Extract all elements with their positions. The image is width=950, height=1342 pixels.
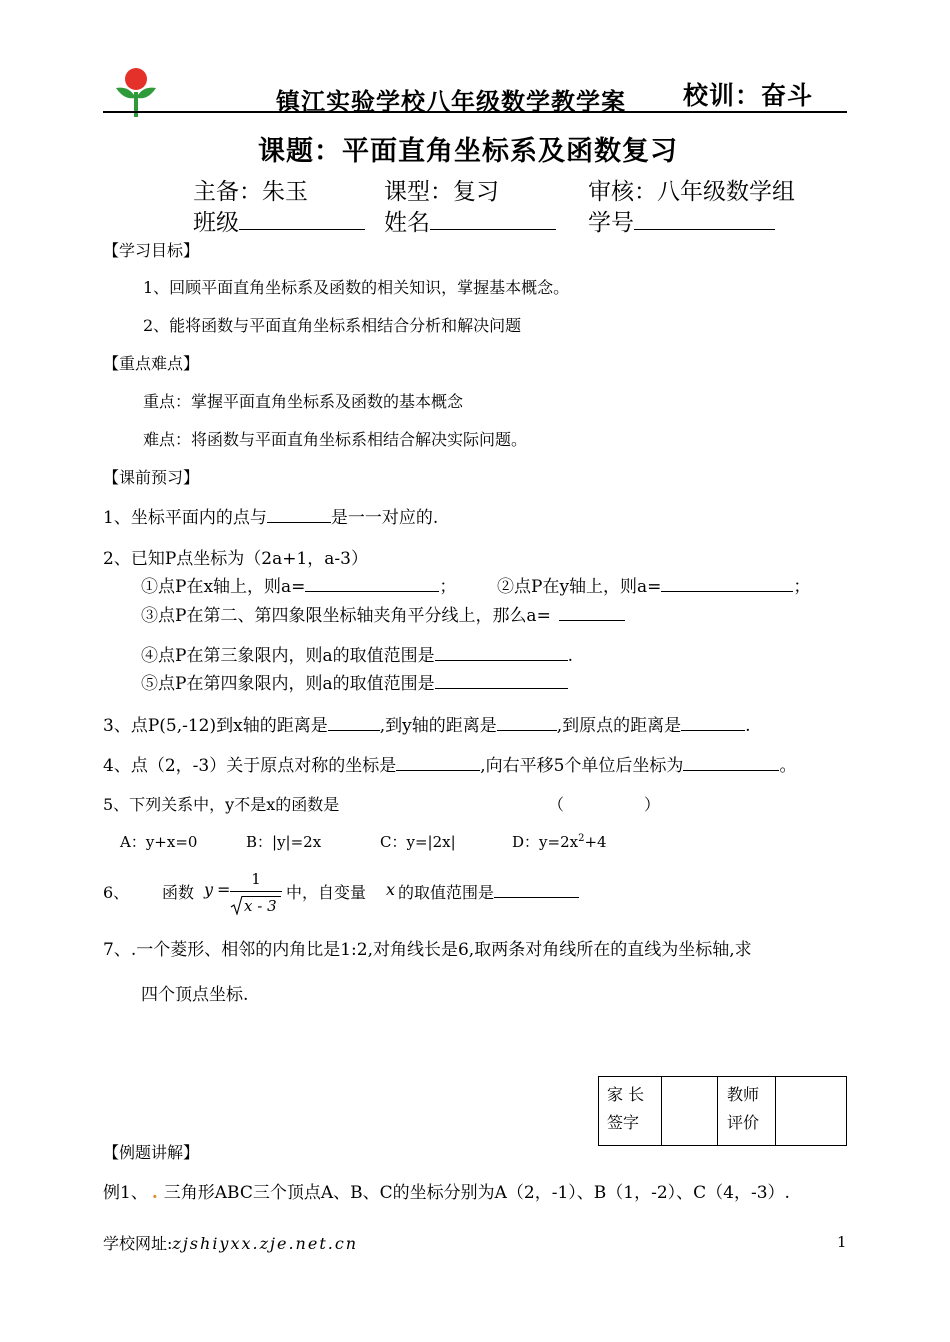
question-6-x-var: x xyxy=(386,880,396,899)
name-blank[interactable] xyxy=(430,214,556,230)
question-2-part-5-blank[interactable] xyxy=(435,673,568,689)
class-field[interactable] xyxy=(193,204,365,237)
parent-label-line-2: 签字 xyxy=(607,1113,640,1132)
preview-heading: 【课前预习】 xyxy=(103,468,200,487)
question-5-option-a[interactable]: A：y+x=0 xyxy=(120,833,198,851)
example-1-text: 三角形ABC三个顶点A、B、C的坐标分别为A（2，-1）、B（1，-2）、C（4，-3）. xyxy=(163,1183,790,1203)
examples-heading: 【例题讲解】 xyxy=(103,1143,200,1162)
goals-heading: 【学习目标】 xyxy=(103,241,200,260)
question-3-blank-origin[interactable] xyxy=(681,715,745,731)
meta-type: 课型：复习 xyxy=(384,179,499,205)
footer-website-url[interactable]: zjshiyxx.zje.net.cn xyxy=(172,1234,359,1253)
teacher-label-line-2: 评价 xyxy=(727,1113,760,1132)
name-label: 姓名 xyxy=(384,210,430,236)
question-6-number: 6、 xyxy=(103,883,130,902)
example-1-number: 例1、 xyxy=(103,1183,148,1203)
question-5-option-b[interactable]: B：|y|=2x xyxy=(246,833,322,851)
question-2-part-1-text: ①点P在x轴上，则a= xyxy=(141,577,306,597)
key-heading: 【重点难点】 xyxy=(103,354,200,373)
question-1-blank[interactable] xyxy=(267,507,331,523)
question-6-fraction xyxy=(230,870,282,918)
question-5-option-d-exponent: 2 xyxy=(578,833,585,844)
question-2-part-3 xyxy=(141,601,625,626)
fraction-bar xyxy=(230,891,282,892)
question-3 xyxy=(103,711,751,736)
question-2-part-2 xyxy=(497,572,810,597)
question-2-part-1-end: ； xyxy=(439,577,457,597)
id-label: 学号 xyxy=(588,210,634,236)
school-motto: 校训：奋斗 xyxy=(683,81,814,110)
question-6-denominator: x - 3 xyxy=(244,897,277,915)
question-6-blank[interactable] xyxy=(494,882,579,898)
question-5-option-d-tail: +4 xyxy=(584,833,607,851)
id-blank[interactable] xyxy=(634,214,775,230)
question-2: 2、已知P点坐标为（2a+1，a-3） xyxy=(103,549,368,569)
name-field[interactable] xyxy=(384,204,556,237)
question-5-option-d[interactable] xyxy=(512,831,607,852)
teacher-evaluation-cell[interactable] xyxy=(776,1077,846,1145)
question-4 xyxy=(103,751,796,776)
question-2-part-3-text: ③点P在第二、第四象限坐标轴夹角平分线上，那么a= xyxy=(141,606,551,626)
key-focus: 重点：掌握平面直角坐标系及函数的基本概念 xyxy=(143,392,464,411)
question-2-part-4-text: ④点P在第三象限内，则a的取值范围是 xyxy=(141,646,435,666)
goal-item-2: 2、能将函数与平面直角坐标系相结合分析和解决问题 xyxy=(143,316,522,335)
question-2-part-1-blank[interactable] xyxy=(305,576,439,592)
question-6-tail-text: 的取值范围是 xyxy=(398,883,495,902)
question-6-numerator: 1 xyxy=(251,870,261,888)
teacher-label-line-1: 教师 xyxy=(727,1085,760,1104)
class-label: 班级 xyxy=(193,210,239,236)
goal-item-1: 1、回顾平面直角坐标系及函数的相关知识，掌握基本概念。 xyxy=(143,278,570,297)
question-6-tail xyxy=(398,880,579,903)
meta-review: 审核：八年级数学组 xyxy=(588,179,795,205)
question-4-text-c: 。 xyxy=(779,756,797,776)
question-3-text-a: 3、点P(5,-12)到x轴的距离是 xyxy=(103,716,328,736)
question-4-blank-symmetric[interactable] xyxy=(396,755,480,771)
class-blank[interactable] xyxy=(239,214,365,230)
question-3-text-c: ,到原点的距离是 xyxy=(556,716,682,736)
question-2-part-1 xyxy=(141,572,456,597)
question-4-text-a: 4、点（2，-3）关于原点对称的坐标是 xyxy=(103,756,397,776)
footer-website xyxy=(103,1231,358,1254)
parent-signature-cell[interactable] xyxy=(662,1077,717,1145)
question-5: 5、下列关系中，y不是x的函数是 xyxy=(103,795,340,814)
question-3-blank-x[interactable] xyxy=(328,715,380,731)
example-1 xyxy=(103,1178,790,1203)
id-field[interactable] xyxy=(588,204,775,237)
question-1 xyxy=(103,503,438,528)
question-2-part-4-end: . xyxy=(567,646,573,666)
question-2-part-2-end: ； xyxy=(793,577,811,597)
question-3-text-b: ,到y轴的距离是 xyxy=(379,716,497,736)
question-1-text-a: 1、坐标平面内的点与 xyxy=(103,508,267,528)
question-7-line-1: 7、.一个菱形、相邻的内角比是1:2,对角线长是6,取两条对角线所在的直线为坐标轴,求 xyxy=(103,940,752,960)
question-2-part-4 xyxy=(141,641,573,666)
question-4-text-b: ,向右平移5个单位后坐标为 xyxy=(480,756,684,776)
table-divider-2 xyxy=(717,1077,718,1145)
key-difficulty: 难点：将函数与平面直角坐标系相结合解决实际问题。 xyxy=(143,430,528,449)
question-2-part-5-text: ⑤点P在第四象限内，则a的取值范围是 xyxy=(141,674,435,694)
meta-lead: 主备：朱玉 xyxy=(193,179,308,205)
question-1-text-b: 是一一对应的. xyxy=(330,508,439,528)
question-5-option-c[interactable]: C：y=|2x| xyxy=(380,833,456,851)
school-header-title: 镇江实验学校八年级数学教学案 xyxy=(276,87,626,116)
question-5-answer-paren[interactable]: （ ） xyxy=(548,795,661,814)
question-7-line-2: 四个顶点坐标. xyxy=(141,985,249,1005)
question-6-y-var: y xyxy=(204,880,214,899)
signature-table xyxy=(598,1076,847,1146)
question-4-blank-translated[interactable] xyxy=(683,755,779,771)
example-1-accent-dot: . xyxy=(151,1183,158,1203)
sqrt-icon xyxy=(230,895,244,915)
question-6-func-label: 函数 xyxy=(162,883,195,902)
question-3-blank-y[interactable] xyxy=(497,715,557,731)
parent-label-line-1: 家 长 xyxy=(607,1085,645,1104)
question-5-option-d-text: D：y=2x xyxy=(512,833,579,851)
question-2-part-2-text: ②点P在y轴上，则a= xyxy=(497,577,662,597)
footer-website-label: 学校网址: xyxy=(103,1234,173,1253)
question-2-part-2-blank[interactable] xyxy=(661,576,793,592)
header-rule xyxy=(103,111,847,113)
question-6-text: 中，自变量 xyxy=(286,883,367,902)
question-2-part-5 xyxy=(141,669,568,694)
question-6-equals: = xyxy=(217,880,231,899)
page-number: 1 xyxy=(837,1233,847,1251)
page-title: 课题：平面直角坐标系及函数复习 xyxy=(258,136,678,167)
question-2-part-4-blank[interactable] xyxy=(435,645,568,661)
question-3-text-d: . xyxy=(745,716,751,736)
question-2-part-3-blank[interactable] xyxy=(559,605,625,621)
